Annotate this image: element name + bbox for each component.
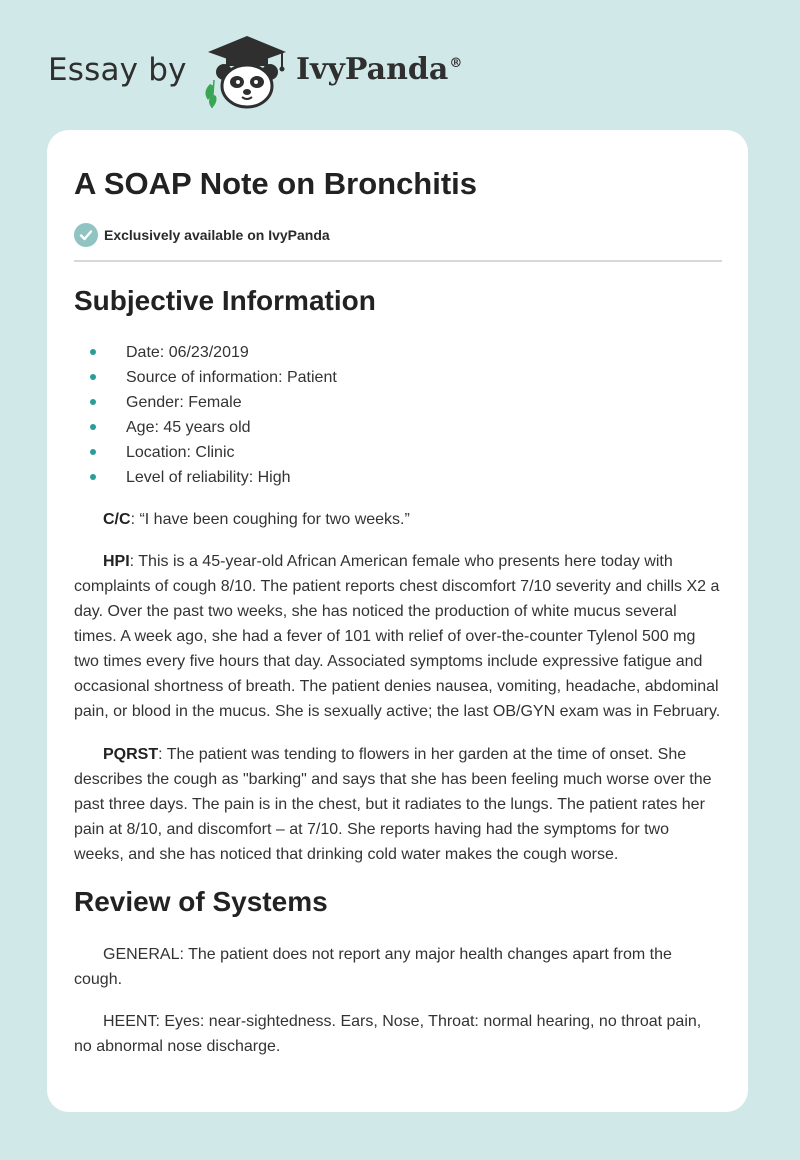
section-heading-ros: Review of Systems xyxy=(74,886,328,917)
page-title: A SOAP Note on Bronchitis xyxy=(74,166,478,201)
subjective-info-list xyxy=(74,340,722,490)
check-icon xyxy=(74,223,98,247)
list-item: Date: 06/23/2019 xyxy=(126,340,722,365)
list-item: Source of information: Patient xyxy=(126,365,722,390)
exclusive-badge xyxy=(74,222,722,248)
hpi-label: HPI xyxy=(103,553,130,570)
paragraph-general: GENERAL: The patient does not report any major health changes apart from the cough. xyxy=(74,946,672,988)
paragraph-pqrst xyxy=(74,742,722,867)
paragraph-hpi xyxy=(74,549,722,724)
badge-text: Exclusively available on IvyPanda xyxy=(104,227,330,243)
pqrst-text: : The patient was tending to flowers in her garden at the time of onset. She describes the cough as "barking" and says that she has been feeling much worse over the past three days. The pain is in the chest, but it radiates to the lungs. The patient rates her pain at 8/10, and discomfort – at 7/10. She reports having had the symptoms for two weeks, and she has noticed that drinking cold water makes the cough worse. xyxy=(74,746,712,863)
brand-name: IvyPanda® xyxy=(296,52,463,87)
essay-by-label: Essay by xyxy=(48,52,187,88)
list-item: Age: 45 years old xyxy=(126,415,722,440)
article-card xyxy=(47,130,748,1112)
list-item: Level of reliability: High xyxy=(126,465,722,490)
pqrst-label: PQRST xyxy=(103,746,159,763)
cc-text: : “I have been coughing for two weeks.” xyxy=(130,511,410,528)
site-header xyxy=(48,30,568,110)
list-item: Gender: Female xyxy=(126,390,722,415)
hpi-text: : This is a 45-year-old African American female who presents here today with complaints of cough 8/10. The patient reports chest discomfort 7/10 severity and chills X2 a day. Over the past two weeks, she has noticed the production of white mucus several times. A week ago, she had a fever of 101 with relief of over-the-counter Tylenol 500 mg two times every five hours that day. Associated symptoms include expressive fatigue and occasional shortness of breath. The patient denies nausea, vomiting, headache, abdominal pain, or blood in the mucus. She is sexually active; the last OB/GYN exam was in February. xyxy=(74,553,721,720)
ivypanda-logo-icon[interactable] xyxy=(202,34,292,110)
list-item: Location: Clinic xyxy=(126,440,722,465)
paragraph-cc xyxy=(74,507,722,532)
cc-label: C/C xyxy=(103,511,131,528)
title-divider xyxy=(74,260,722,262)
section-heading-subjective: Subjective Information xyxy=(74,285,376,316)
paragraph-heent: HEENT: Eyes: near-sightedness. Ears, Nose, Throat: normal hearing, no throat pain, no abnormal nose discharge. xyxy=(74,1013,702,1055)
